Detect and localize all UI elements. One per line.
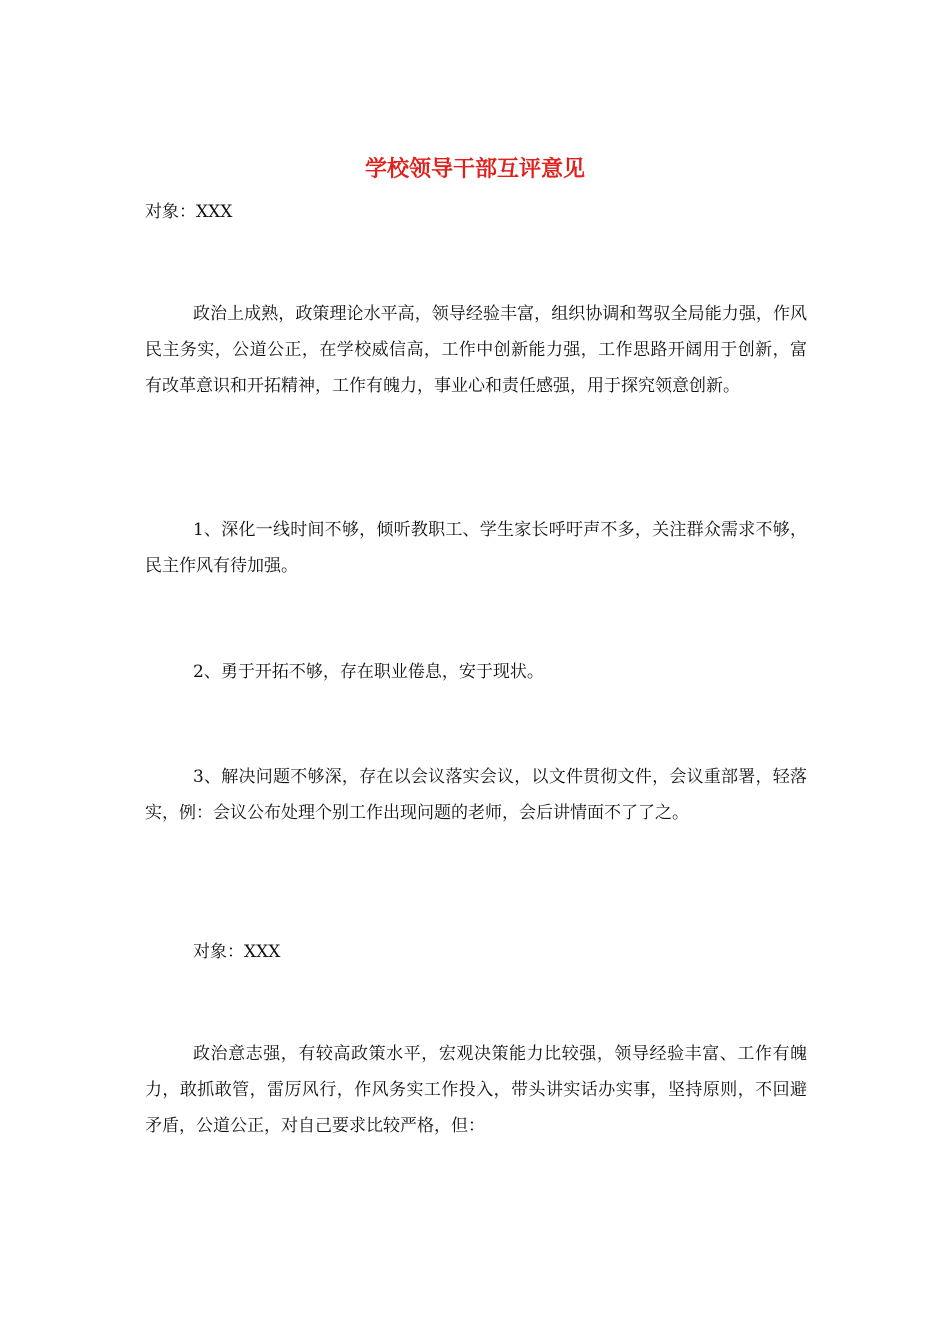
evaluation-paragraph-1: 政治上成熟，政策理论水平高，领导经验丰富，组织协调和驾驭全局能力强，作风民主务实，公道公正，在学校威信高，工作中创新能力强，工作思路开阔用于创新，富有改革意识和开拓精神，工作有魄力，事业心和责任感强，用于探究领意创新。 <box>145 304 807 396</box>
evaluation-paragraph-2: 政治意志强，有较高政策水平，宏观决策能力比较强，领导经验丰富、工作有魄力，敢抓敢管，雷厉风行，作风务实工作投入，带头讲实话办实事，坚持原则，不回避矛盾，公道公正，对自己要求比较严格，但： <box>145 1044 807 1136</box>
issue-item-2: 2、勇于开拓不够，存在职业倦息，安于现状。 <box>193 662 544 682</box>
document-title: 学校领导干部互评意见 <box>364 156 585 182</box>
issue-item-1: 1、深化一线时间不够，倾听教职工、学生家长呼吁声不多，关注群众需求不够，民主作风有待加强。 <box>145 520 807 576</box>
target-label-2: 对象：XXX <box>193 942 281 962</box>
target-label-1: 对象：XXX <box>145 202 233 222</box>
issue-item-3: 3、解决问题不够深，存在以会议落实会议，以文件贯彻文件，会议重部署，轻落实，例：会议公布处理个别工作出现问题的老师，会后讲情面不了了之。 <box>145 767 807 823</box>
